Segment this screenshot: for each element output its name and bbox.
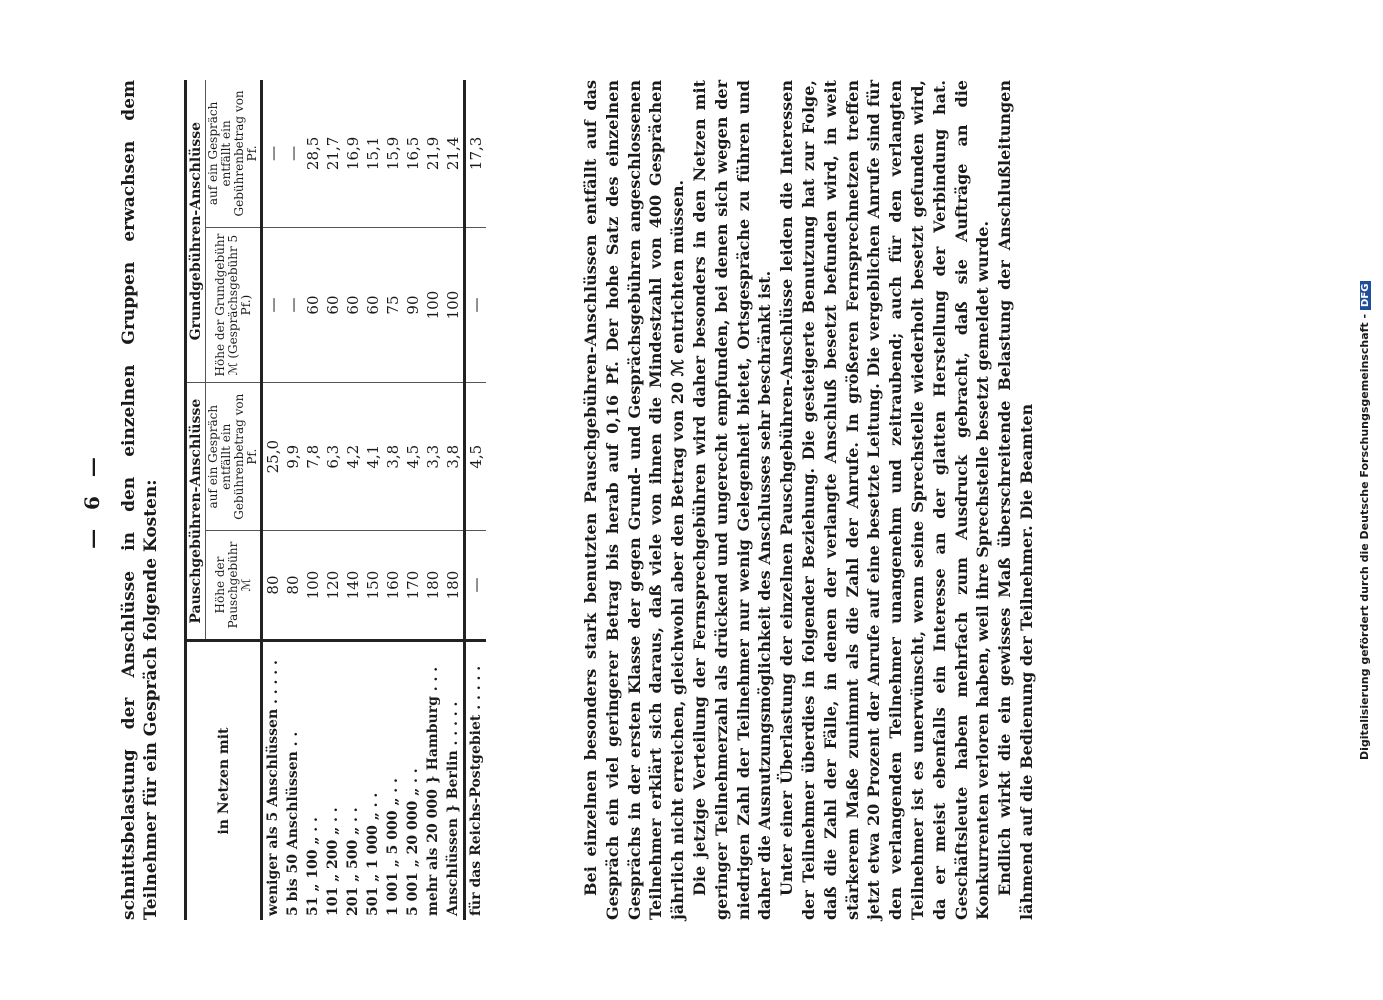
cell-c4: 28,5 <box>303 80 323 227</box>
intro-text <box>118 80 162 920</box>
cell-label: 101 „ 200 „ . . <box>325 807 341 916</box>
cell-c2: 4,5 <box>403 383 423 531</box>
cell-c3: 60 <box>343 227 363 383</box>
cell-c3: 90 <box>403 227 423 383</box>
rotated-page <box>80 80 1245 920</box>
cell-label: 51 „ 100 „ . . <box>305 817 321 916</box>
header-pauschgebuehr: Höhe der Pauschgebühr ℳ <box>206 531 262 641</box>
total-cell-c1: — <box>465 531 487 641</box>
total-cell-c2: 4,5 <box>465 383 487 531</box>
cell-c3: — <box>283 227 303 383</box>
cell-c4: 21,7 <box>323 80 343 227</box>
paragraph: Bei einzelnen besonders stark benutzten Pauschgebühren-Anschlüssen entfällt auf das Gespräch ein viel geringerer Betrag bis herab auf 0,16 Pf. Der hohe Satz des einzelnen Gesprächs in der ersten Klasse der gegen Grund- und Gesprächsgebühren angeschlossenen Teilnehmer erklärt sich daraus, daß viele von ihnen die Mindestzahl von 400 Gesprächen jährlich nicht erreichen, gleichwohl aber den Betrag von 20 ℳ entrichten müssen. <box>581 80 688 920</box>
cell-c1: 140 <box>343 531 363 641</box>
cell-c4: 21,9 <box>423 80 443 227</box>
paragraph: Die jetzige Verteilung der Fernsprechgebühren wird daher besonders in den Netzen mit geringer Teilnehmerzahl als drückend und ungerecht empfunden, bei denen sich wegen der niedrigen Zahl der Teilnehmer nur wenig Gelegenheit bietet, Ortsgespräche zu führen und daher die Ausnutzungsmöglichkeit des Anschlusses sehr beschränkt ist. <box>689 80 775 920</box>
cell-c4: 16,5 <box>403 80 423 227</box>
cell-c4: 15,9 <box>383 80 403 227</box>
group2-title: Grundgebühren-Anschlüsse <box>186 80 206 383</box>
cell-c4: — <box>283 80 303 227</box>
header-pausch-per-call: auf ein Gespräch entfällt ein Gebührenbetrag von Pf. <box>206 383 262 531</box>
cell-c4: 21,4 <box>443 80 465 227</box>
cell-c1: 180 <box>423 531 443 641</box>
col-label-header: in Netzen mit <box>215 727 232 835</box>
cell-c2: 25,0 <box>262 383 284 531</box>
cell-c2: 4,1 <box>363 383 383 531</box>
table-row <box>343 80 363 920</box>
cell-c4: 15,1 <box>363 80 383 227</box>
table-row <box>403 80 423 920</box>
table-row <box>303 80 323 920</box>
cell-c3: 60 <box>323 227 343 383</box>
cell-label: Anschlüssen } Berlin . . . . . <box>445 701 461 916</box>
cell-c4: — <box>262 80 284 227</box>
cell-label: mehr als 20 000 } Hamburg . . . <box>425 666 441 916</box>
cell-c1: 160 <box>383 531 403 641</box>
cell-label: 501 „ 1 000 „ . . <box>365 792 381 916</box>
table-row <box>262 80 284 920</box>
cell-c3: 60 <box>303 227 323 383</box>
cell-c3: 100 <box>423 227 443 383</box>
cell-c1: 80 <box>283 531 303 641</box>
table-row <box>443 80 465 920</box>
cell-c1: 150 <box>363 531 383 641</box>
page-number: — 6 — <box>80 451 104 549</box>
table-row <box>423 80 443 920</box>
intro-paragraph: schnittsbelastung der Anschlüsse in den einzelnen Gruppen erwachsen dem Teilnehmer für ein Gespräch folgende Kosten: <box>119 80 161 920</box>
total-cell-label: für das Reichs-Postgebiet . . . . . <box>465 641 487 921</box>
table-row <box>283 80 303 920</box>
header-grundgebuehr: Höhe der Grundgebühr ℳ (Gesprächsgebühr 5 Pf.) <box>206 227 262 383</box>
header-grund-per-call: auf ein Gespräch entfällt ein Gebührenbetrag von Pf. <box>206 80 262 227</box>
cell-c3: 75 <box>383 227 403 383</box>
cell-c2: 3,8 <box>383 383 403 531</box>
paragraph: Endlich wirkt die ein gewisses Maß überschreitende Belastung der Anschlußleitungen lähmend auf die Bedienung der Teilnehmer. Die Beamten <box>995 80 1036 920</box>
cell-c2: 9,9 <box>283 383 303 531</box>
cell-c3: 60 <box>363 227 383 383</box>
cell-c1: 180 <box>443 531 465 641</box>
cell-c1: 170 <box>403 531 423 641</box>
total-cell-c3: — <box>465 227 487 383</box>
paragraph: Unter einer Überlastung der einzelnen Pauschgebühren-Anschlüsse leiden die Interessen der Teilnehmer überdies in folgender Beziehung. Die gesteigerte Benutzung hat zur Folge, daß die Zahl der Fälle, in denen der verlangte Anschluß besetzt befunden wird, in weit stärkerem Maße zunimmt als die Zahl der Anrufe. In größeren Fernsprechnetzen treffen jetzt etwa 20 Prozent der Anrufe auf eine besetzte Leitung. Die vergeblichen Anrufe sind für den verlangenden Teilnehmer unangenehm und zeitraubend; auch für den verlangten Teilnehmer ist es unerwünscht, wenn seine Sprechstelle wiederholt besetzt gefunden wird, da er meist ebenfalls ein Interesse an der glatten Herstellung der Verbindung hat. Geschäftsleute haben mehrfach zum Ausdruck gebracht, daß sie Aufträge an die Konkurrenten verloren haben, weil ihre Sprechstelle besetzt gemeldet wurde. <box>777 80 993 920</box>
cell-label: 5 bis 50 Anschlüssen . . <box>285 731 301 916</box>
table-row <box>323 80 343 920</box>
cell-c3: — <box>262 227 284 383</box>
dfg-credit-text: Digitalisierung gefördert durch die Deutsche Forschungsgemeinschaft - <box>1358 313 1371 760</box>
cell-c3: 100 <box>443 227 465 383</box>
total-cell-c4: 17,3 <box>465 80 487 227</box>
dfg-credit <box>1358 0 1371 760</box>
body-text <box>580 80 1038 920</box>
cell-c4: 16,9 <box>343 80 363 227</box>
group1-title: Pauschgebühren-Anschlüsse <box>186 383 206 641</box>
table-row <box>383 80 403 920</box>
cell-c1: 100 <box>303 531 323 641</box>
cell-label: weniger als 5 Anschlüssen . . . . . <box>265 660 281 916</box>
cell-c2: 4,2 <box>343 383 363 531</box>
cell-c1: 80 <box>262 531 284 641</box>
cell-label: 1 001 „ 5 000 „ . . <box>385 778 401 916</box>
cell-c1: 120 <box>323 531 343 641</box>
cell-c2: 6,3 <box>323 383 343 531</box>
cell-label: 5 001 „ 20 000 „ . . <box>405 768 421 916</box>
dfg-logo: DFG <box>1360 281 1371 310</box>
cell-c2: 3,3 <box>423 383 443 531</box>
cost-table <box>184 80 486 920</box>
cell-c2: 3,8 <box>443 383 465 531</box>
cell-c2: 7,8 <box>303 383 323 531</box>
table-total-row <box>465 80 487 920</box>
table-row <box>363 80 383 920</box>
cell-label: 201 „ 500 „ . . <box>345 807 361 916</box>
